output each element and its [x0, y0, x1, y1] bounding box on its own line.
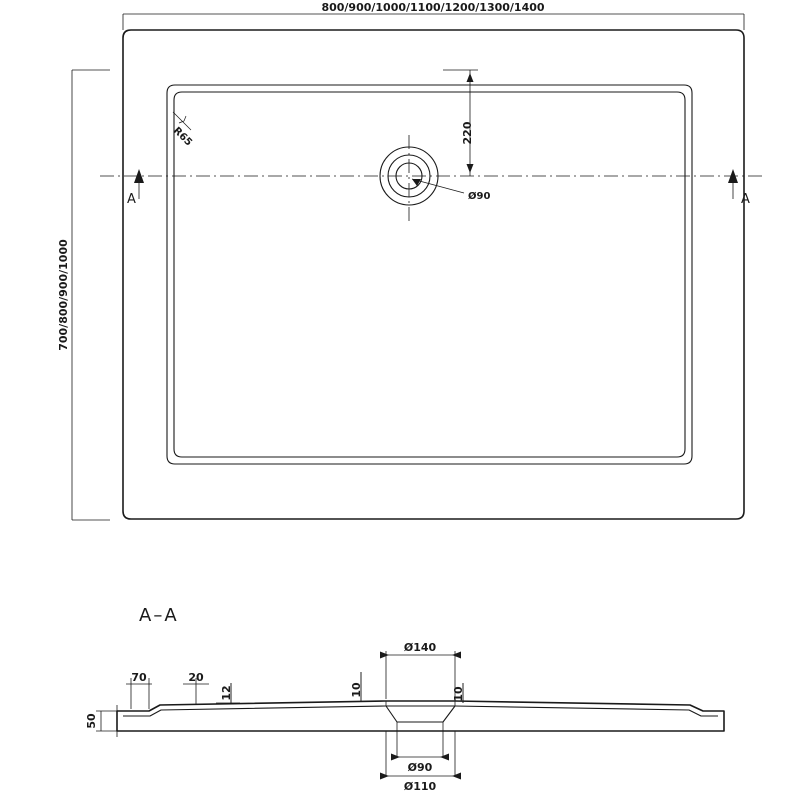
- section-dimension-frame: [96, 651, 463, 737]
- section-dim-thickness-label: 12: [220, 685, 233, 701]
- section-dim-pad-right-label: 10: [452, 686, 465, 702]
- plan-tray-outline: [123, 30, 744, 519]
- section-marker-right-label: A: [741, 192, 750, 207]
- section-dim-edge-flat-label: 70: [131, 671, 147, 684]
- section-dim-drain-top-label: Ø140: [403, 641, 437, 654]
- section-dim-drain-hole: [391, 731, 449, 761]
- section-dim-edge-slope-label: 20: [188, 671, 204, 684]
- plan-dimension-frame: [72, 14, 744, 520]
- plan-drain-diameter-label: Ø90: [468, 191, 491, 202]
- plan-drain-offset-label: 220: [461, 121, 474, 145]
- section-dim-drain-hole-label: Ø90: [407, 761, 433, 774]
- plan-width-dimension-label: 800/900/1000/1100/1200/1300/1400: [321, 1, 545, 14]
- section-view-title: A–A: [139, 605, 179, 626]
- section-dim-pad-left-label: 10: [350, 682, 363, 698]
- section-dim-total-height-label: 50: [85, 713, 98, 729]
- section-profile: [117, 701, 724, 731]
- plan-corner-radius-label: R65: [170, 125, 194, 149]
- section-marker-right: [728, 169, 738, 199]
- section-marker-left-label: A: [127, 192, 136, 207]
- section-dim-drain-outer-label: Ø110: [403, 780, 437, 793]
- plan-height-dimension-label: 700/800/900/1000: [57, 239, 70, 351]
